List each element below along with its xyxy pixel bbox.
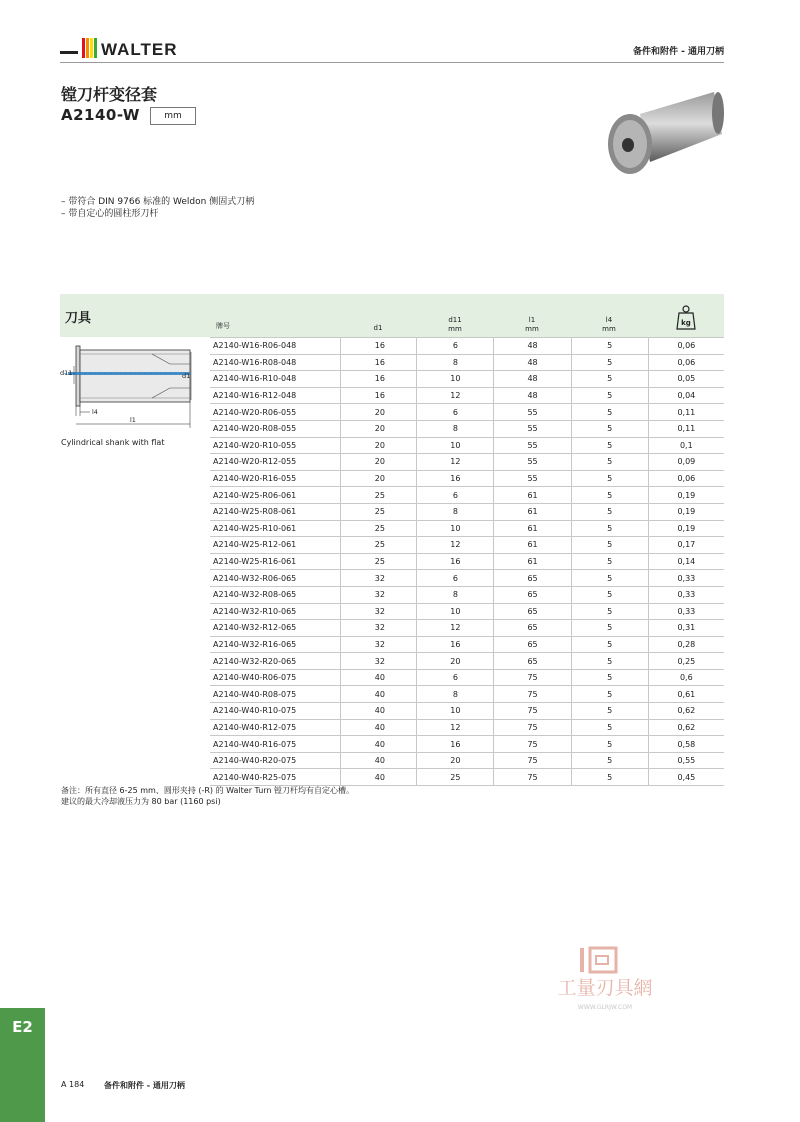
table-cell: A2140-W32-R16-065 — [210, 636, 340, 653]
table-cell: 32 — [340, 603, 417, 620]
table-cell: 0,45 — [648, 769, 724, 786]
table-cell: 16 — [340, 354, 417, 371]
table-cell: A2140-W25-R06-061 — [210, 487, 340, 504]
table-row — [210, 354, 724, 371]
table-row — [210, 719, 724, 736]
weight-kg-icon — [676, 304, 696, 330]
watermark-logo — [540, 946, 670, 1016]
product-code: A2140-W — [61, 106, 140, 124]
table-cell: A2140-W20-R10-055 — [210, 437, 340, 454]
table-cell: 32 — [340, 636, 417, 653]
table-row — [210, 553, 724, 570]
table-cell: 48 — [494, 354, 571, 371]
table-cell: 65 — [494, 570, 571, 587]
table-cell: 32 — [340, 620, 417, 637]
table-cell: 5 — [571, 354, 648, 371]
svg-text:d11: d11 — [60, 369, 73, 377]
svg-text:WALTER: WALTER — [101, 40, 178, 59]
table-cell: 0,11 — [648, 420, 724, 437]
table-cell: 25 — [340, 487, 417, 504]
table-cell: 0,28 — [648, 636, 724, 653]
table-cell: 0,55 — [648, 752, 724, 769]
page-title: 镗刀杆变径套 — [61, 85, 158, 104]
svg-text:l4: l4 — [92, 408, 98, 416]
table-cell: A2140-W25-R16-061 — [210, 553, 340, 570]
header-divider — [60, 62, 724, 63]
table-row — [210, 603, 724, 620]
table-cell: 5 — [571, 503, 648, 520]
table-cell: 8 — [417, 586, 494, 603]
section-tab-label: E2 — [12, 1018, 33, 1036]
table-cell: A2140-W32-R06-065 — [210, 570, 340, 587]
col-designation: 牌号 — [216, 322, 230, 330]
table-cell: 0,06 — [648, 354, 724, 371]
table-cell: 0,19 — [648, 487, 724, 504]
table-cell: 6 — [417, 487, 494, 504]
table-cell: 5 — [571, 669, 648, 686]
table-cell: 16 — [417, 636, 494, 653]
table-cell: A2140-W16-R10-048 — [210, 371, 340, 388]
table-cell: A2140-W20-R06-055 — [210, 404, 340, 421]
table-cell: 10 — [417, 371, 494, 388]
table-cell: 61 — [494, 520, 571, 537]
table-cell: 0,09 — [648, 454, 724, 471]
table-cell: 8 — [417, 503, 494, 520]
table-row — [210, 686, 724, 703]
table-cell: 0,62 — [648, 703, 724, 720]
table-cell: 6 — [417, 404, 494, 421]
table-cell: 0,06 — [648, 470, 724, 487]
table-cell: A2140-W20-R16-055 — [210, 470, 340, 487]
table-cell: 5 — [571, 686, 648, 703]
table-cell: 5 — [571, 437, 648, 454]
table-cell: 12 — [417, 719, 494, 736]
table-cell: 55 — [494, 437, 571, 454]
table-cell: 0,11 — [648, 404, 724, 421]
table-cell: 10 — [417, 520, 494, 537]
table-cell: A2140-W40-R12-075 — [210, 719, 340, 736]
notes — [61, 785, 354, 807]
table-cell: 65 — [494, 603, 571, 620]
table-cell: 48 — [494, 387, 571, 404]
feature-list — [61, 196, 254, 220]
table-cell: 32 — [340, 586, 417, 603]
table-cell: 5 — [571, 371, 648, 388]
table-cell: 16 — [417, 470, 494, 487]
feature-item: – 带符合 DIN 9766 标准的 Weldon 侧固式刀柄 — [61, 197, 255, 207]
table-cell: 5 — [571, 719, 648, 736]
table-row — [210, 703, 724, 720]
table-cell: 5 — [571, 636, 648, 653]
table-cell: A2140-W40-R16-075 — [210, 736, 340, 753]
table-cell: 32 — [340, 570, 417, 587]
table-cell: 5 — [571, 553, 648, 570]
table-cell: 12 — [417, 454, 494, 471]
table-cell: A2140-W25-R12-061 — [210, 537, 340, 554]
table-cell: 20 — [340, 470, 417, 487]
table-cell: 10 — [417, 437, 494, 454]
table-row — [210, 387, 724, 404]
table-cell: 6 — [417, 669, 494, 686]
table-cell: A2140-W32-R12-065 — [210, 620, 340, 637]
table-cell: 0,33 — [648, 603, 724, 620]
table-cell: 5 — [571, 653, 648, 670]
technical-drawing — [60, 340, 192, 432]
table-cell: 61 — [494, 487, 571, 504]
table-cell: 20 — [417, 653, 494, 670]
table-cell: 5 — [571, 454, 648, 471]
table-cell: 40 — [340, 669, 417, 686]
table-cell: 75 — [494, 719, 571, 736]
table-cell: 0,33 — [648, 570, 724, 587]
table-cell: 10 — [417, 603, 494, 620]
table-row — [210, 437, 724, 454]
table-cell: A2140-W40-R06-075 — [210, 669, 340, 686]
table-cell: 25 — [340, 537, 417, 554]
table-row — [210, 338, 724, 355]
table-cell: 0,17 — [648, 537, 724, 554]
table-cell: 25 — [340, 553, 417, 570]
table-cell: 12 — [417, 387, 494, 404]
table-cell: 20 — [340, 420, 417, 437]
table-cell: 61 — [494, 503, 571, 520]
table-row — [210, 620, 724, 637]
table-cell: A2140-W20-R12-055 — [210, 454, 340, 471]
table-cell: 75 — [494, 686, 571, 703]
table-row — [210, 503, 724, 520]
table-cell: 12 — [417, 620, 494, 637]
col-l1: l1 mm — [525, 316, 539, 333]
svg-text:WWW.GLRJW.COM: WWW.GLRJW.COM — [577, 1004, 633, 1011]
table-row — [210, 570, 724, 587]
table-row — [210, 653, 724, 670]
table-cell: 0,19 — [648, 520, 724, 537]
drawing-caption: Cylindrical shank with flat — [61, 438, 165, 447]
table-cell: 5 — [571, 703, 648, 720]
svg-text:l1: l1 — [130, 416, 136, 424]
table-cell: 0,14 — [648, 553, 724, 570]
table-cell: 75 — [494, 752, 571, 769]
table-cell: A2140-W40-R25-075 — [210, 769, 340, 786]
table-cell: 65 — [494, 653, 571, 670]
table-cell: 32 — [340, 653, 417, 670]
table-cell: 5 — [571, 537, 648, 554]
table-cell: 20 — [340, 404, 417, 421]
table-cell: 0,62 — [648, 719, 724, 736]
table-cell: 8 — [417, 420, 494, 437]
table-cell: 10 — [417, 703, 494, 720]
note-line: 备注：所有直径 6-25 mm、圆形夹持 (-R) 的 Walter Turn 镗刀杆均有自定心槽。 — [61, 786, 355, 795]
table-cell: A2140-W20-R08-055 — [210, 420, 340, 437]
table-cell: 61 — [494, 553, 571, 570]
table-row — [210, 520, 724, 537]
table-cell: 20 — [340, 437, 417, 454]
table-cell: 8 — [417, 354, 494, 371]
table-cell: 25 — [340, 520, 417, 537]
table-cell: 0,31 — [648, 620, 724, 637]
table-cell: 5 — [571, 487, 648, 504]
table-header-band — [60, 294, 724, 337]
table-row — [210, 669, 724, 686]
table-cell: A2140-W32-R08-065 — [210, 586, 340, 603]
table-cell: 0,06 — [648, 338, 724, 355]
table-cell: 0,05 — [648, 371, 724, 388]
table-cell: 65 — [494, 636, 571, 653]
table-cell: 65 — [494, 586, 571, 603]
table-cell: 5 — [571, 752, 648, 769]
table-cell: 40 — [340, 769, 417, 786]
table-cell: 5 — [571, 603, 648, 620]
table-cell: 5 — [571, 736, 648, 753]
svg-text:d1: d1 — [182, 372, 191, 380]
col-d11: d11 mm — [448, 316, 462, 333]
table-cell: 25 — [340, 503, 417, 520]
table-cell: 55 — [494, 420, 571, 437]
feature-item: – 带自定心的圆柱形刀杆 — [61, 209, 159, 219]
walter-logo — [60, 34, 200, 62]
table-cell: A2140-W16-R08-048 — [210, 354, 340, 371]
table-cell: 0,6 — [648, 669, 724, 686]
table-cell: 5 — [571, 520, 648, 537]
footer-section-title: 备件和附件 - 通用刀柄 — [104, 1081, 185, 1090]
svg-text:工量刃具網: 工量刃具網 — [557, 977, 653, 999]
table-cell: A2140-W40-R08-075 — [210, 686, 340, 703]
table-cell: 75 — [494, 769, 571, 786]
table-row — [210, 769, 724, 786]
table-cell: 0,25 — [648, 653, 724, 670]
table-cell: 20 — [417, 752, 494, 769]
table-cell: A2140-W16-R06-048 — [210, 338, 340, 355]
table-row — [210, 752, 724, 769]
table-cell: A2140-W16-R12-048 — [210, 387, 340, 404]
table-row — [210, 404, 724, 421]
table-cell: 0,19 — [648, 503, 724, 520]
table-cell: 16 — [340, 338, 417, 355]
col-l4: l4 mm — [602, 316, 616, 333]
table-cell: 75 — [494, 669, 571, 686]
table-cell: 5 — [571, 420, 648, 437]
table-cell: 55 — [494, 404, 571, 421]
table-cell: 55 — [494, 454, 571, 471]
table-cell: 48 — [494, 338, 571, 355]
table-cell: 61 — [494, 537, 571, 554]
table-row — [210, 470, 724, 487]
table-cell: 5 — [571, 586, 648, 603]
note-line: 建议的最大冷却液压力为 80 bar (1160 psi) — [61, 797, 221, 806]
table-cell: 6 — [417, 338, 494, 355]
table-cell: 16 — [340, 387, 417, 404]
table-row — [210, 487, 724, 504]
table-cell: 75 — [494, 736, 571, 753]
table-cell: 5 — [571, 404, 648, 421]
svg-text:kg: kg — [681, 319, 691, 327]
table-cell: 0,58 — [648, 736, 724, 753]
table-row — [210, 371, 724, 388]
table-cell: 6 — [417, 570, 494, 587]
table-cell: A2140-W25-R10-061 — [210, 520, 340, 537]
table-row — [210, 586, 724, 603]
table-cell: 8 — [417, 686, 494, 703]
table-cell: 12 — [417, 537, 494, 554]
table-cell: 0,1 — [648, 437, 724, 454]
table-cell: 20 — [340, 454, 417, 471]
table-cell: 40 — [340, 686, 417, 703]
table-cell: A2140-W25-R08-061 — [210, 503, 340, 520]
table-cell: 25 — [417, 769, 494, 786]
table-cell: 16 — [417, 736, 494, 753]
table-row — [210, 420, 724, 437]
table-cell: 0,33 — [648, 586, 724, 603]
table-cell: 5 — [571, 338, 648, 355]
unit-badge: mm — [150, 107, 196, 125]
col-d1: d1 — [373, 324, 383, 332]
table-cell: 5 — [571, 570, 648, 587]
table-cell: 65 — [494, 620, 571, 637]
table-cell: 5 — [571, 620, 648, 637]
table-cell: A2140-W32-R10-065 — [210, 603, 340, 620]
table-cell: 16 — [340, 371, 417, 388]
product-photo — [600, 84, 726, 190]
table-cell: 40 — [340, 719, 417, 736]
table-cell: 16 — [417, 553, 494, 570]
table-row — [210, 636, 724, 653]
table-cell: 75 — [494, 703, 571, 720]
table-cell: 0,61 — [648, 686, 724, 703]
tools-section-label: 刀具 — [65, 311, 92, 326]
page-number: A 184 — [61, 1080, 85, 1089]
table-cell: 5 — [571, 387, 648, 404]
table-cell: 0,04 — [648, 387, 724, 404]
table-cell: A2140-W32-R20-065 — [210, 653, 340, 670]
table-cell: 40 — [340, 736, 417, 753]
table-cell: 5 — [571, 769, 648, 786]
tools-table — [210, 337, 724, 786]
table-cell: 48 — [494, 371, 571, 388]
table-cell: 55 — [494, 470, 571, 487]
table-row — [210, 736, 724, 753]
table-cell: 5 — [571, 470, 648, 487]
table-cell: A2140-W40-R20-075 — [210, 752, 340, 769]
table-row — [210, 454, 724, 471]
table-row — [210, 537, 724, 554]
table-cell: A2140-W40-R10-075 — [210, 703, 340, 720]
table-cell: 40 — [340, 703, 417, 720]
header-section-title: 备件和附件 - 通用刀柄 — [632, 47, 724, 57]
table-cell: 40 — [340, 752, 417, 769]
